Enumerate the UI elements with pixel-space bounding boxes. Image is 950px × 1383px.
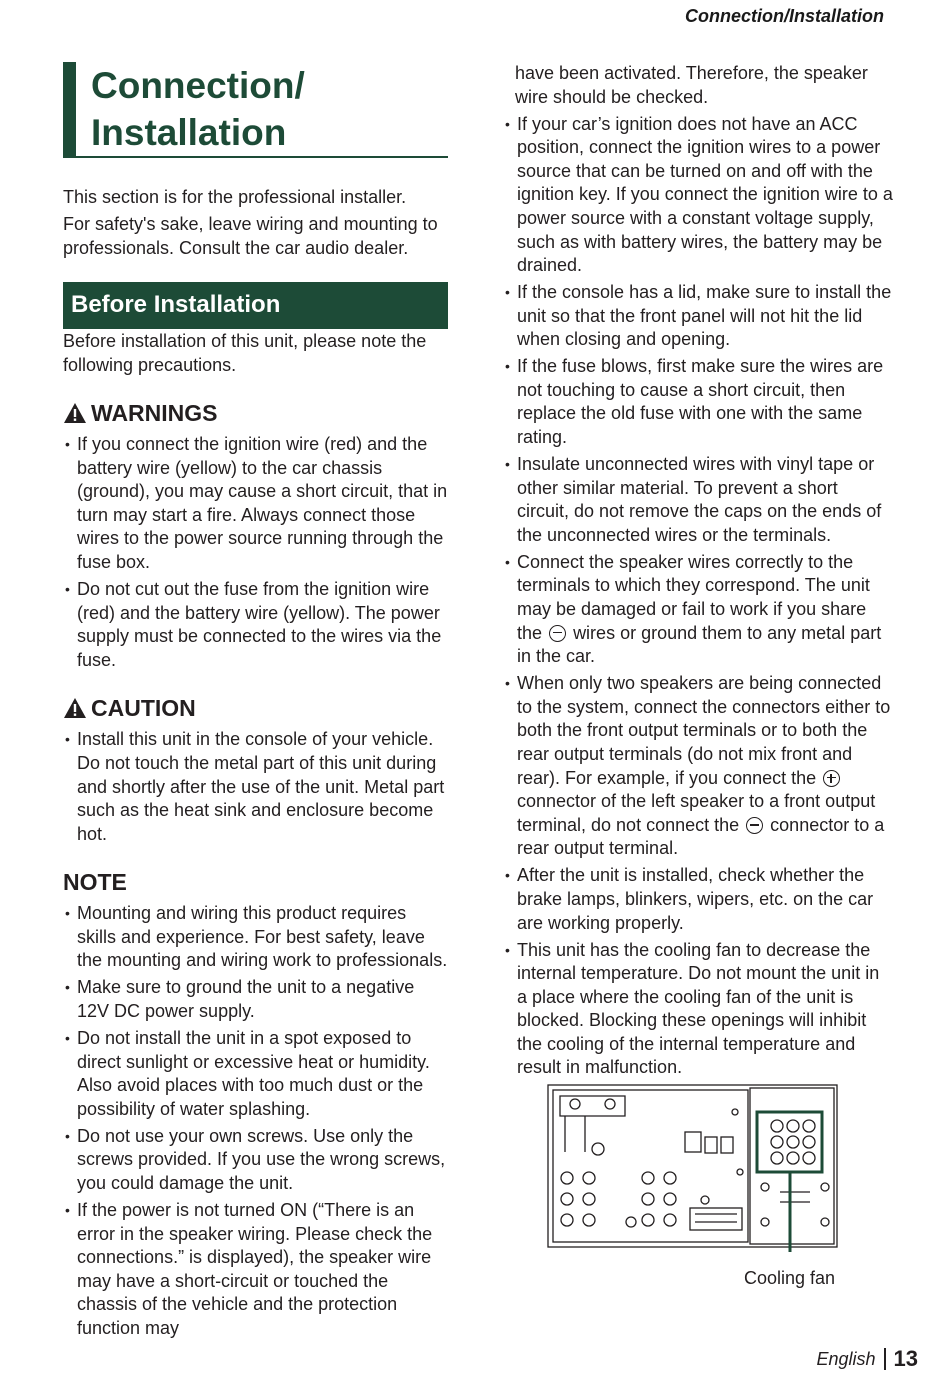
page-number: 13: [893, 1346, 918, 1371]
note-heading-text: NOTE: [63, 869, 127, 896]
minus-circle-icon: [746, 817, 763, 834]
right-column: [503, 62, 893, 1083]
caution-heading-text: CAUTION: [91, 695, 196, 722]
minus-circle-icon: [549, 625, 566, 642]
warnings-list: [63, 433, 448, 672]
list-item: [503, 551, 893, 669]
list-item: • Do not use your own screws. Use only the screws provided. If you use the wrong screws, you could damage the unit.: [63, 1125, 448, 1196]
list-item: • Install this unit in the console of your vehicle. Do not touch the metal part of this unit during and shortly after the use of the unit. Metal part such as the heat sink and enclosure become hot.: [63, 728, 448, 846]
title-line-2: Installation: [91, 112, 287, 153]
list-item: • If the console has a lid, make sure to install the unit so that the front panel will not hit the lid when closing and opening.: [503, 281, 893, 352]
footer-language: English: [816, 1348, 876, 1369]
two-speakers-part-1: When only two speakers are being connected to the system, connect the connectors either to both the front output terminals or to both the rear output terminals (do not mix front and rear). For example, if you connect the: [517, 673, 891, 788]
list-item: • If your car’s ignition does not have an ACC position, connect the ignition wires to a power source that can be turned on and off with the ignition key. If you connect the ignition wire to a power source with a constant voltage supply, such as with battery wires, the battery may be drained.: [503, 113, 893, 278]
list-item: • If you connect the ignition wire (red) and the battery wire (yellow) to the car chassis (ground), you may cause a short circuit, that in turn may start a fire. Always connect those wires to the power source running through the fuse box.: [63, 433, 448, 575]
list-item: • If the power is not turned ON (“There is an error in the speaker wiring. Please check the connections.” is displayed), the speaker wire may have a short-circuit or touched the chassis of the vehicle and the protection function may: [63, 1199, 448, 1341]
cooling-fan-callout: Cooling fan: [744, 1268, 836, 1288]
list-item: • Insulate unconnected wires with vinyl tape or other similar material. To prevent a short circuit, do not remove the caps on the ends of the unconnected wires or the terminals.: [503, 453, 893, 547]
plus-circle-icon: [823, 770, 840, 787]
list-item: • Do not install the unit in a spot exposed to direct sunlight or excessive heat or humidity. Also avoid places with too much dust or the possibility of water splashing.: [63, 1027, 448, 1121]
section-heading-before-installation: Before Installation: [63, 282, 448, 329]
list-item: • Make sure to ground the unit to a negative 12V DC power supply.: [63, 976, 448, 1023]
list-item: • If the fuse blows, first make sure the wires are not touching to cause a short circuit, then replace the old fuse with one with the same rating.: [503, 355, 893, 449]
left-column: [63, 62, 448, 1344]
list-item: • After the unit is installed, check whether the brake lamps, blinkers, wipers, etc. on the car are working properly.: [503, 864, 893, 935]
title-line-1: Connection/: [91, 65, 305, 106]
footer-divider: [884, 1348, 886, 1370]
page-title: [63, 62, 448, 158]
list-item: • This unit has the cooling fan to decrease the internal temperature. Do not mount the unit in a place where the cooling fan of the unit is blocked. Blocking these openings will inhibit the cooling of the internal temperature and result in malfunction.: [503, 939, 893, 1081]
two-speakers-part-2: connector of the left speaker to a front output terminal, do not connect the: [517, 791, 876, 835]
warning-triangle-icon: [63, 697, 87, 719]
caution-list: [63, 728, 448, 846]
running-header: Connection/Installation: [684, 6, 884, 26]
warning-triangle-icon: [63, 402, 87, 424]
note-list-left: [63, 902, 448, 1340]
unit-rear-illustration: [545, 1082, 840, 1252]
intro-line-1: This section is for the professional installer.: [63, 187, 407, 207]
speaker-item-after: wires or ground them to any metal part in the car.: [517, 622, 882, 667]
caution-heading: [63, 694, 448, 722]
speaker-item-before: Connect the speaker wires correctly to the terminals to which they correspond. The unit may be damaged or fail to work if you share the: [517, 551, 870, 643]
note-continuation: have been activated. Therefore, the speaker wire should be checked.: [515, 63, 868, 107]
warnings-heading-text: WARNINGS: [91, 400, 218, 426]
intro-line-2: For safety's sake, leave wiring and mounting to professionals. Consult the car audio dealer.: [63, 214, 438, 258]
two-speakers-part-3: connector to a rear output terminal.: [517, 814, 885, 859]
note-list-right: [503, 113, 893, 1080]
note-heading: [63, 868, 448, 896]
intro: [63, 185, 448, 260]
page-footer: [816, 1346, 918, 1372]
list-item: • Do not cut out the fuse from the ignition wire (red) and the battery wire (yellow). The power supply must be connected to the wires via the fuse.: [63, 578, 448, 672]
precaution-intro: Before installation of this unit, please note the following precautions.: [63, 331, 427, 375]
warnings-heading: [63, 399, 448, 427]
list-item: • Mounting and wiring this product requires skills and experience. For best safety, leave the mounting and wiring work to professionals.: [63, 902, 448, 973]
list-item: [503, 672, 893, 861]
